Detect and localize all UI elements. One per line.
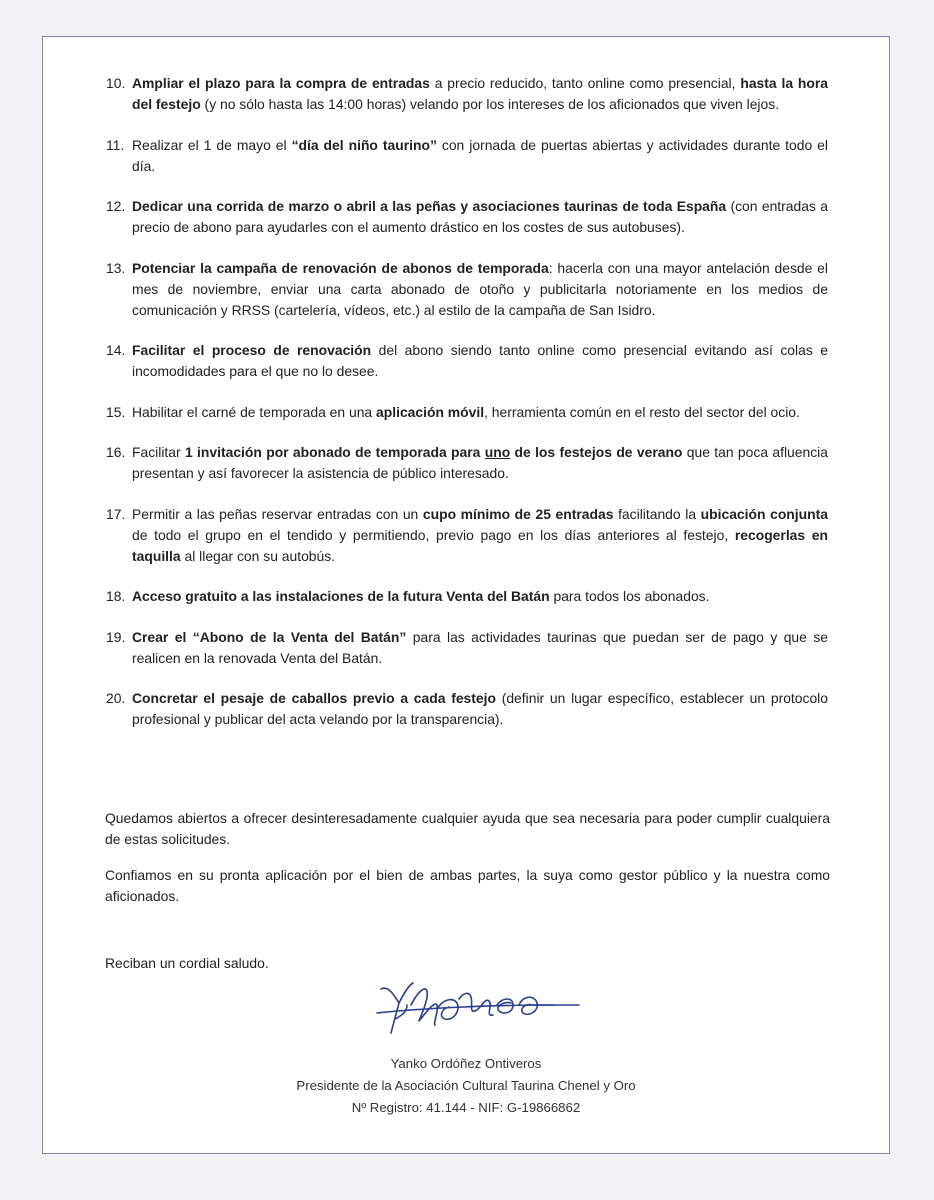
item-number: 10. xyxy=(106,75,126,91)
list-item xyxy=(43,73,889,115)
item-text: Habilitar el carné de temporada en una aplicación móvil, herramienta común en el resto del sector del ocio. xyxy=(132,403,800,420)
list-item xyxy=(43,402,889,423)
request-list xyxy=(43,73,889,750)
item-number: 12. xyxy=(106,198,126,214)
list-item xyxy=(43,135,889,177)
list-item xyxy=(43,442,889,484)
handwritten-signature xyxy=(373,975,583,1037)
registry-info: Nº Registro: 41.144 - NIF: G-19866862 xyxy=(351,1100,581,1115)
list-item xyxy=(43,340,889,382)
item-number: 16. xyxy=(106,444,126,460)
item-text: Permitir a las peñas reservar entradas con un cupo mínimo de 25 entradas facilitando la ubicación conjunta de todo el grupo en el tendido y permitiendo, previo pago en los días anteriores al festejo, recogerlas en taquilla al llegar con su autobús. xyxy=(132,505,828,564)
item-text: Facilitar el proceso de renovación del abono siendo tanto online como presencial evitando así colas e incomodidades para el que no lo desee. xyxy=(132,342,828,379)
item-number: 17. xyxy=(106,505,126,522)
item-text: Facilitar 1 invitación por abonado de temporada para uno de los festejos de verano que tan poca afluencia presentan y así favorecer la asistencia de público interesado. xyxy=(132,444,828,481)
list-item xyxy=(43,258,889,321)
item-text: Concretar el pesaje de caballos previo a cada festejo (definir un lugar específico, establecer un protocolo profesional y publicar del acta velando por la transparencia). xyxy=(132,690,828,727)
signature-image xyxy=(373,975,583,1037)
closing-paragraph-offer: Quedamos abiertos a ofrecer desinteresadamente cualquier ayuda que sea necesaria para poder cumplir cualquiera de estas solicitudes. xyxy=(105,810,830,847)
document-page xyxy=(42,36,890,1154)
item-number: 19. xyxy=(106,628,126,645)
item-number: 13. xyxy=(106,259,126,276)
list-item xyxy=(43,196,889,238)
item-number: 20. xyxy=(106,690,126,706)
list-item xyxy=(43,586,889,607)
list-item xyxy=(43,688,889,730)
item-number: 11. xyxy=(106,136,125,153)
item-text: Realizar el 1 de mayo el “día del niño taurino” con jornada de puertas abiertas y actividades durante todo el día. xyxy=(132,136,828,174)
item-text: Ampliar el plazo para la compra de entradas a precio reducido, tanto online como presencial, hasta la hora del festejo (y no sólo hasta las 14:00 horas) velando por los intereses de los aficionados que viven lejos. xyxy=(132,75,828,112)
item-text: Potenciar la campaña de renovación de abonos de temporada: hacerla con una mayor antelación desde el mes de noviembre, enviar una carta abonado de otoño y publicitarla notoriamente en los medios de comunicación y RRSS (cartelería, vídeos, etc.) al estilo de la campaña de San Isidro. xyxy=(132,259,828,318)
item-number: 18. xyxy=(106,588,126,604)
closing-paragraph-trust: Confiamos en su pronta aplicación por el bien de ambas partes, la suya como gestor público y la nuestra como aficionados. xyxy=(105,867,830,904)
signer-title: Presidente de la Asociación Cultural Taurina Chenel y Oro xyxy=(296,1078,636,1093)
item-text: Crear el “Abono de la Venta del Batán” para las actividades taurinas que puedan ser de pago y que se realicen en la renovada Venta del Batán. xyxy=(132,628,828,666)
closing-greeting: Reciban un cordial saludo. xyxy=(105,955,269,971)
signer-name: Yanko Ordóñez Ontiveros xyxy=(390,1056,542,1071)
item-number: 14. xyxy=(106,342,126,358)
item-text: Acceso gratuito a las instalaciones de la futura Venta del Batán para todos los abonados. xyxy=(132,588,710,604)
item-text: Dedicar una corrida de marzo o abril a las peñas y asociaciones taurinas de toda España (con entradas a precio de abono para ayudarles con el aumento drástico en los costes de sus autobuses). xyxy=(132,198,828,235)
item-number: 15. xyxy=(106,403,126,420)
list-item xyxy=(43,504,889,567)
list-item xyxy=(43,627,889,669)
signature-strokes xyxy=(377,983,579,1033)
